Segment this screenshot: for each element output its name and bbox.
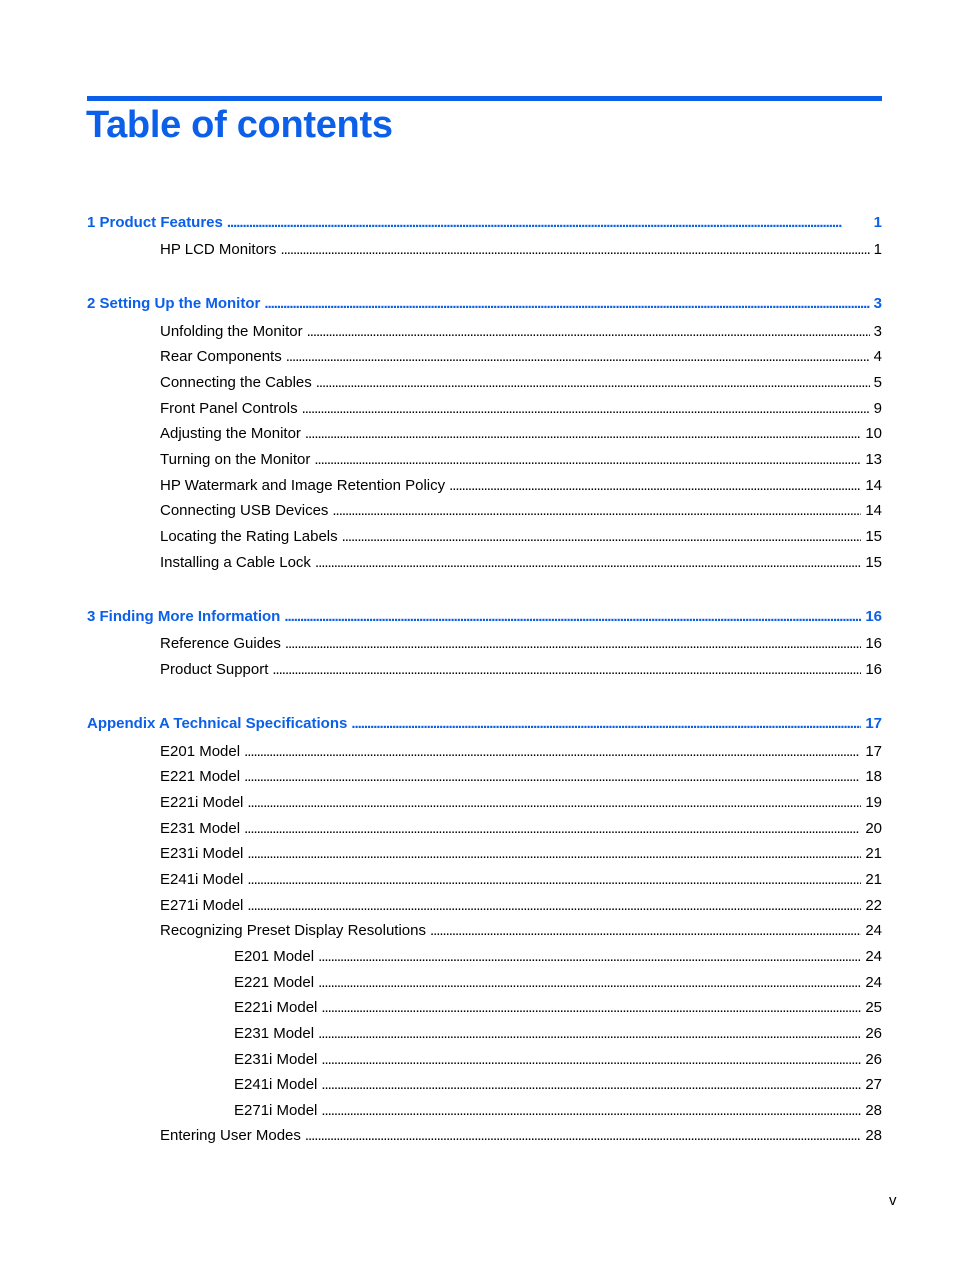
page-title: Table of contents	[86, 104, 393, 146]
dot-leader	[332, 502, 861, 520]
toc-entry[interactable]	[160, 897, 882, 915]
dot-leader	[302, 400, 870, 418]
dot-leader	[244, 768, 861, 786]
toc-entry[interactable]	[160, 871, 882, 889]
toc-entry[interactable]	[234, 974, 882, 992]
toc-entry-label: E231i Model	[234, 1051, 318, 1068]
toc-entry[interactable]	[160, 502, 882, 520]
toc-entry-page: 24	[865, 974, 882, 991]
toc-entry-label: E271i Model	[160, 897, 244, 914]
toc-entry-page: 26	[865, 1051, 882, 1068]
toc-entry-label: E231 Model	[160, 820, 241, 837]
dot-leader	[244, 743, 861, 761]
toc-entry-page: 26	[865, 1025, 882, 1042]
toc-entry-label: E221 Model	[160, 768, 241, 785]
toc-entry[interactable]	[234, 999, 882, 1017]
toc-entry[interactable]	[234, 1051, 882, 1069]
toc-entry-label: E221 Model	[234, 974, 315, 991]
toc-entry-label: E201 Model	[234, 948, 315, 965]
dot-leader	[321, 1102, 861, 1120]
dot-leader	[316, 374, 870, 392]
toc-entry-label: E241i Model	[160, 871, 244, 888]
toc-entry-page: 17	[865, 743, 882, 760]
toc-entry-page: 21	[865, 845, 882, 862]
dot-leader	[227, 214, 870, 232]
toc-entry-page: 24	[865, 922, 882, 939]
toc-entry-label: Appendix A Technical Specifications	[87, 715, 348, 732]
toc-entry-page: 25	[865, 999, 882, 1016]
toc-entry[interactable]	[160, 1127, 882, 1145]
toc-entry-label: 3 Finding More Information	[87, 608, 281, 625]
toc-entry-page: 20	[865, 820, 882, 837]
dot-leader	[247, 897, 861, 915]
toc-entry-label: Entering User Modes	[160, 1127, 301, 1144]
toc-chapter-entry[interactable]	[87, 295, 882, 313]
toc-entry[interactable]	[234, 1076, 882, 1094]
toc-entry-page: 1	[873, 214, 882, 231]
toc-entry-label: Turning on the Monitor	[160, 451, 311, 468]
toc-entry-label: 2 Setting Up the Monitor	[87, 295, 261, 312]
dot-leader	[314, 451, 861, 469]
dot-leader	[321, 1051, 861, 1069]
toc-entry[interactable]	[160, 922, 882, 940]
toc-entry-page: 27	[865, 1076, 882, 1093]
toc-entry-label: E271i Model	[234, 1102, 318, 1119]
toc-entry-page: 28	[865, 1127, 882, 1144]
toc-entry-page: 15	[865, 528, 882, 545]
toc-entry[interactable]	[160, 794, 882, 812]
dot-leader	[318, 948, 861, 966]
toc-entry-label: Front Panel Controls	[160, 400, 298, 417]
toc-entry-label: E221i Model	[160, 794, 244, 811]
dot-leader	[351, 715, 861, 733]
dot-leader	[285, 635, 861, 653]
toc-entry-label: Unfolding the Monitor	[160, 323, 303, 340]
dot-leader	[244, 820, 861, 838]
toc-entry[interactable]	[160, 768, 882, 786]
toc-entry[interactable]	[160, 241, 882, 259]
toc-entry-page: 16	[865, 608, 882, 625]
toc-entry-label: E241i Model	[234, 1076, 318, 1093]
toc-entry[interactable]	[160, 528, 882, 546]
toc-entry-label: HP LCD Monitors	[160, 241, 277, 258]
toc-entry-page: 19	[865, 794, 882, 811]
toc-entry-label: E201 Model	[160, 743, 241, 760]
toc-entry-page: 9	[873, 400, 882, 417]
toc-entry-page: 22	[865, 897, 882, 914]
toc-entry[interactable]	[160, 425, 882, 443]
toc-chapter-entry[interactable]	[87, 715, 882, 733]
toc-entry-page: 16	[865, 661, 882, 678]
toc-entry-page: 3	[873, 323, 882, 340]
toc-entry-page: 15	[865, 554, 882, 571]
toc-entry-page: 24	[865, 948, 882, 965]
page-number: v	[889, 1192, 897, 1209]
dot-leader	[305, 1127, 861, 1145]
toc-chapter-entry[interactable]	[87, 214, 882, 232]
dot-leader	[307, 323, 870, 341]
title-rule	[87, 96, 882, 101]
toc-entry-label: Recognizing Preset Display Resolutions	[160, 922, 426, 939]
toc-entry[interactable]	[160, 374, 882, 392]
dot-leader	[321, 1076, 861, 1094]
dot-leader	[280, 241, 869, 259]
dot-leader	[286, 348, 870, 366]
dot-leader	[449, 477, 861, 495]
toc-entry-label: 1 Product Features	[87, 214, 223, 231]
toc-entry[interactable]	[160, 348, 882, 366]
toc-entry[interactable]	[160, 451, 882, 469]
dot-leader	[321, 999, 861, 1017]
toc-entry-page: 3	[873, 295, 882, 312]
toc-entry-label: Installing a Cable Lock	[160, 554, 311, 571]
dot-leader	[430, 922, 861, 940]
toc-entry-label: E231 Model	[234, 1025, 315, 1042]
toc-entry-page: 14	[865, 477, 882, 494]
dot-leader	[272, 661, 861, 679]
dot-leader	[284, 608, 861, 626]
dot-leader	[247, 845, 861, 863]
toc-entry[interactable]	[160, 820, 882, 838]
toc-entry-page: 13	[865, 451, 882, 468]
toc-entry[interactable]	[160, 323, 882, 341]
toc-entry[interactable]	[160, 743, 882, 761]
toc-entry[interactable]	[160, 635, 882, 653]
toc-chapter-entry[interactable]	[87, 608, 882, 626]
toc-entry-page: 4	[873, 348, 882, 365]
toc-entry-label: Rear Components	[160, 348, 282, 365]
dot-leader	[315, 554, 861, 572]
toc-entry-label: Locating the Rating Labels	[160, 528, 338, 545]
toc-entry-label: Connecting the Cables	[160, 374, 312, 391]
toc-entry-page: 21	[865, 871, 882, 888]
toc-entry-page: 10	[865, 425, 882, 442]
toc-entry[interactable]	[160, 661, 882, 679]
toc-entry-page: 1	[873, 241, 882, 258]
toc-entry-page: 18	[865, 768, 882, 785]
toc-entry[interactable]	[234, 1102, 882, 1120]
toc-entry-page: 5	[873, 374, 882, 391]
toc-entry[interactable]	[160, 554, 882, 572]
toc-entry[interactable]	[234, 948, 882, 966]
toc-entry[interactable]	[160, 400, 882, 418]
toc-entry-label: Adjusting the Monitor	[160, 425, 301, 442]
toc-entry-page: 16	[865, 635, 882, 652]
toc-entry[interactable]	[234, 1025, 882, 1043]
dot-leader	[342, 528, 862, 546]
toc-entry[interactable]	[160, 477, 882, 495]
dot-leader	[247, 794, 861, 812]
toc-entry-label: HP Watermark and Image Retention Policy	[160, 477, 446, 494]
dot-leader	[305, 425, 861, 443]
toc-entry-page: 17	[865, 715, 882, 732]
toc-entry-label: E231i Model	[160, 845, 244, 862]
toc-entry-label: Connecting USB Devices	[160, 502, 329, 519]
dot-leader	[247, 871, 861, 889]
dot-leader	[318, 1025, 861, 1043]
toc-entry-label: Reference Guides	[160, 635, 281, 652]
dot-leader	[264, 295, 869, 313]
dot-leader	[318, 974, 861, 992]
toc-entry[interactable]	[160, 845, 882, 863]
toc-entry-page: 14	[865, 502, 882, 519]
toc-entry-page: 28	[865, 1102, 882, 1119]
toc-entry-label: Product Support	[160, 661, 269, 678]
toc-entry-label: E221i Model	[234, 999, 318, 1016]
